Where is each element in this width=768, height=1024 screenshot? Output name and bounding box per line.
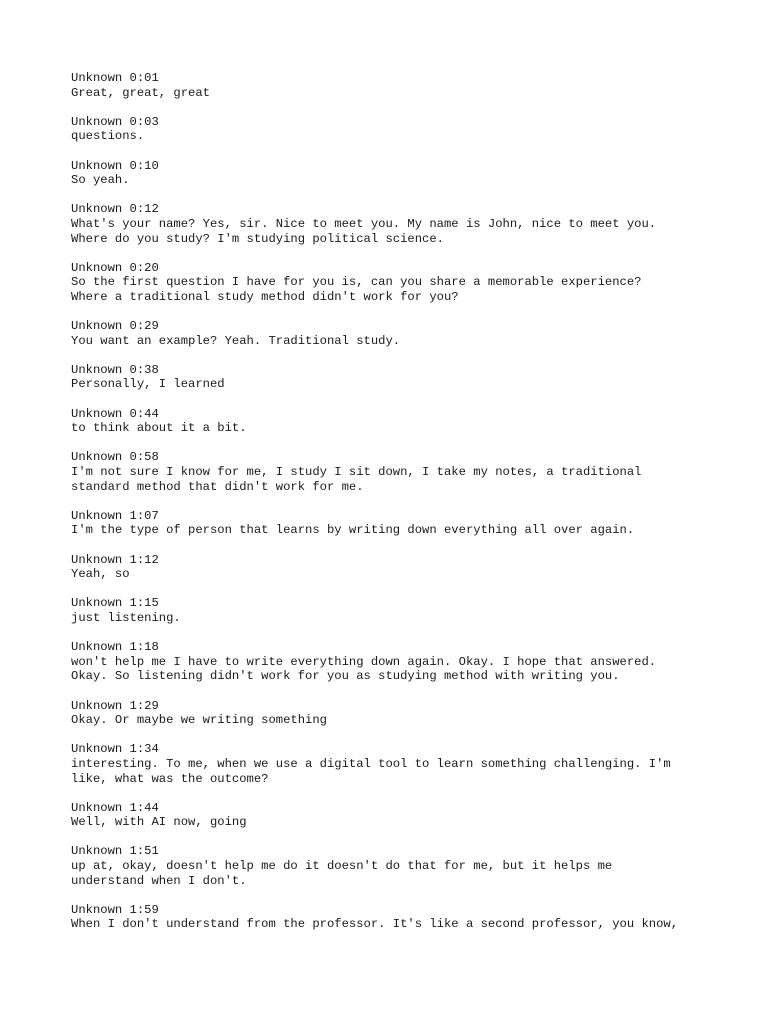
timestamp: 0:38	[129, 362, 159, 377]
utterance-line: interesting. To me, when we use a digital tool to learn something challenging. I'm	[71, 756, 671, 771]
utterance-line: Okay. So listening didn't work for you as studying method with writing you.	[71, 669, 620, 684]
speaker-name: Unknown	[71, 114, 123, 129]
transcript-entry	[71, 261, 761, 305]
speaker-timestamp	[71, 844, 761, 859]
utterance-line: So the first question I have for you is, can you share a memorable experience?	[71, 275, 642, 290]
transcript-entry	[71, 509, 761, 538]
timestamp: 0:10	[129, 158, 159, 173]
timestamp: 1:59	[129, 902, 159, 917]
transcript-entry	[71, 640, 761, 684]
transcript-entry	[71, 450, 761, 494]
speaker-name: Unknown	[71, 844, 123, 859]
speaker-timestamp	[71, 319, 761, 334]
transcript-entry	[71, 319, 761, 348]
timestamp: 1:51	[129, 844, 159, 859]
utterance-line: won't help me I have to write everything down again. Okay. I hope that answered.	[71, 654, 657, 669]
utterance-line: questions.	[71, 129, 145, 144]
speaker-timestamp	[71, 742, 761, 757]
speaker-name: Unknown	[71, 260, 123, 275]
transcript-entry	[71, 553, 761, 582]
speaker-name: Unknown	[71, 800, 123, 815]
utterance-line: I'm not sure I know for me, I study I sit down, I take my notes, a traditional	[71, 465, 642, 480]
speaker-name: Unknown	[71, 362, 123, 377]
utterance-line: When I don't understand from the professor. It's like a second professor, you know,	[71, 917, 679, 932]
utterance-line: Personally, I learned	[71, 377, 225, 392]
utterance-line: Where do you study? I'm studying political science.	[71, 231, 444, 246]
speaker-name: Unknown	[71, 902, 123, 917]
speaker-name: Unknown	[71, 742, 123, 757]
transcript-entry	[71, 115, 761, 144]
transcript-entry	[71, 71, 761, 100]
transcript-entry	[71, 202, 761, 246]
speaker-name: Unknown	[71, 202, 123, 217]
speaker-timestamp	[71, 640, 761, 655]
speaker-name: Unknown	[71, 640, 123, 655]
speaker-timestamp	[71, 363, 761, 378]
utterance-line: What's your name? Yes, sir. Nice to meet you. My name is John, nice to meet you.	[71, 216, 657, 231]
speaker-timestamp	[71, 159, 761, 174]
speaker-timestamp	[71, 115, 761, 130]
timestamp: 1:15	[129, 596, 159, 611]
timestamp: 1:07	[129, 508, 159, 523]
transcript-entry	[71, 159, 761, 188]
transcript-entry	[71, 363, 761, 392]
utterance-line: I'm the type of person that learns by writing down everything all over again.	[71, 523, 635, 538]
timestamp: 0:44	[129, 406, 159, 421]
speaker-timestamp	[71, 903, 761, 918]
utterance-line: Well, with AI now, going	[71, 815, 247, 830]
timestamp: 0:29	[129, 319, 159, 334]
transcript-entry	[71, 596, 761, 625]
timestamp: 1:29	[129, 698, 159, 713]
utterance-line: just listening.	[71, 610, 181, 625]
speaker-name: Unknown	[71, 158, 123, 173]
speaker-name: Unknown	[71, 450, 123, 465]
transcript-entry	[71, 903, 761, 932]
utterance-line: up at, okay, doesn't help me do it doesn't do that for me, but it helps me	[71, 859, 613, 874]
transcript-page	[71, 71, 761, 947]
timestamp: 0:03	[129, 114, 159, 129]
timestamp: 0:20	[129, 260, 159, 275]
utterance-line: Okay. Or maybe we writing something	[71, 713, 327, 728]
speaker-name: Unknown	[71, 71, 123, 85]
timestamp: 0:01	[129, 71, 159, 85]
speaker-name: Unknown	[71, 508, 123, 523]
utterance-line: Where a traditional study method didn't work for you?	[71, 289, 459, 304]
utterance-line: like, what was the outcome?	[71, 771, 269, 786]
utterance-line: Great, great, great	[71, 85, 210, 100]
transcript-entry	[71, 742, 761, 786]
speaker-timestamp	[71, 596, 761, 611]
transcript-entry	[71, 699, 761, 728]
speaker-name: Unknown	[71, 319, 123, 334]
speaker-name: Unknown	[71, 552, 123, 567]
speaker-timestamp	[71, 450, 761, 465]
speaker-timestamp	[71, 699, 761, 714]
speaker-timestamp	[71, 261, 761, 276]
timestamp: 0:12	[129, 202, 159, 217]
utterance-line: to think about it a bit.	[71, 421, 247, 436]
timestamp: 1:34	[129, 742, 159, 757]
speaker-timestamp	[71, 509, 761, 524]
speaker-timestamp	[71, 801, 761, 816]
transcript	[71, 71, 761, 932]
utterance-line: understand when I don't.	[71, 873, 247, 888]
transcript-entry	[71, 844, 761, 888]
timestamp: 1:18	[129, 640, 159, 655]
timestamp: 0:58	[129, 450, 159, 465]
timestamp: 1:12	[129, 552, 159, 567]
utterance-line: You want an example? Yeah. Traditional study.	[71, 333, 401, 348]
speaker-name: Unknown	[71, 698, 123, 713]
utterance-line: standard method that didn't work for me.	[71, 479, 364, 494]
transcript-entry	[71, 407, 761, 436]
timestamp: 1:44	[129, 800, 159, 815]
utterance-line: Yeah, so	[71, 567, 130, 582]
transcript-entry	[71, 801, 761, 830]
speaker-timestamp	[71, 407, 761, 422]
speaker-name: Unknown	[71, 406, 123, 421]
speaker-timestamp	[71, 71, 761, 86]
utterance-line: So yeah.	[71, 173, 130, 188]
speaker-timestamp	[71, 202, 761, 217]
speaker-name: Unknown	[71, 596, 123, 611]
speaker-timestamp	[71, 553, 761, 568]
